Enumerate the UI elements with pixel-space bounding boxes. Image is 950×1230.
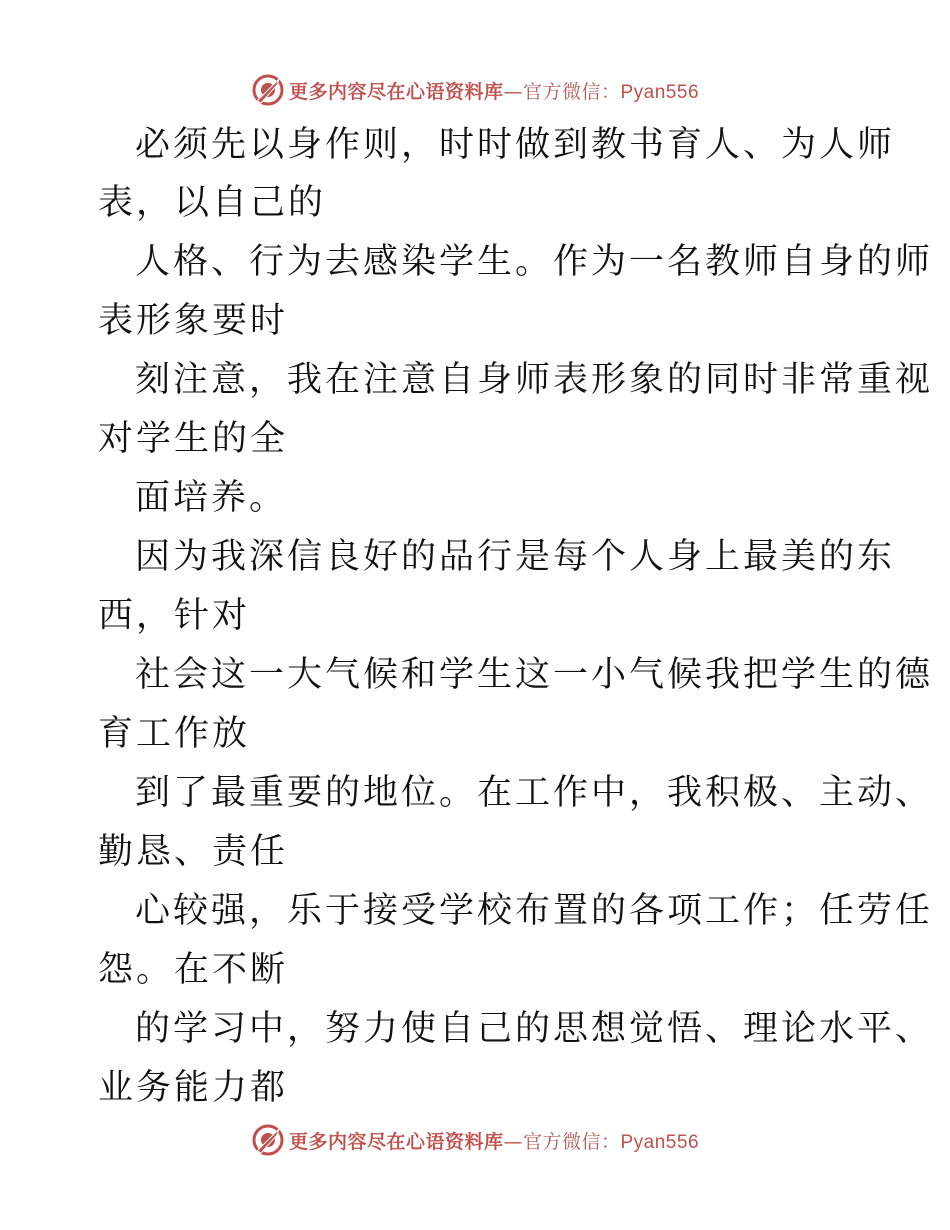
footer-brand: 更多内容尽在心语资料库 xyxy=(288,1130,504,1153)
body-line: 表，以自己的 xyxy=(98,183,327,223)
body-line: 面培养。 xyxy=(135,478,288,518)
body-line: 表形象要时 xyxy=(98,301,289,341)
body-line: 怨。在不断 xyxy=(98,950,289,990)
footer-wechat-id: Pyan556 xyxy=(620,1131,700,1153)
header-brand: 更多内容尽在心语资料库 xyxy=(288,80,504,103)
pen-logo-icon xyxy=(251,1123,285,1157)
footer-banner-text xyxy=(289,1127,699,1154)
body-line: 业务能力都 xyxy=(98,1068,289,1108)
footer-official-label: 官方微信： xyxy=(522,1130,621,1153)
body-line: 育工作放 xyxy=(98,714,251,754)
header-separator: — xyxy=(503,80,523,103)
header-wechat-id: Pyan556 xyxy=(620,81,700,103)
header-banner xyxy=(0,70,950,110)
body-line: 勤恳、责任 xyxy=(98,832,289,872)
body-line: 对学生的全 xyxy=(98,419,289,459)
footer-banner xyxy=(0,1120,950,1160)
footer-separator: — xyxy=(503,1130,523,1153)
body-line: 人格、行为去感染学生。作为一名教师自身的师 xyxy=(135,242,934,282)
body-line: 必须先以身作则，时时做到教书育人、为人师 xyxy=(135,125,896,165)
body-line: 心较强，乐于接受学校布置的各项工作；任劳任 xyxy=(135,891,934,931)
header-banner-text xyxy=(289,77,699,104)
pen-logo-icon xyxy=(251,73,285,107)
body-line: 到了最重要的地位。在工作中，我积极、主动、 xyxy=(135,773,934,813)
body-line: 西，针对 xyxy=(98,596,251,636)
body-line: 的学习中，努力使自己的思想觉悟、理论水平、 xyxy=(135,1009,934,1049)
body-line: 刻注意，我在注意自身师表形象的同时非常重视 xyxy=(135,360,934,400)
body-line: 社会这一大气候和学生这一小气候我把学生的德 xyxy=(135,655,934,695)
body-line: 因为我深信良好的品行是每个人身上最美的东 xyxy=(135,537,896,577)
header-official-label: 官方微信： xyxy=(522,80,621,103)
